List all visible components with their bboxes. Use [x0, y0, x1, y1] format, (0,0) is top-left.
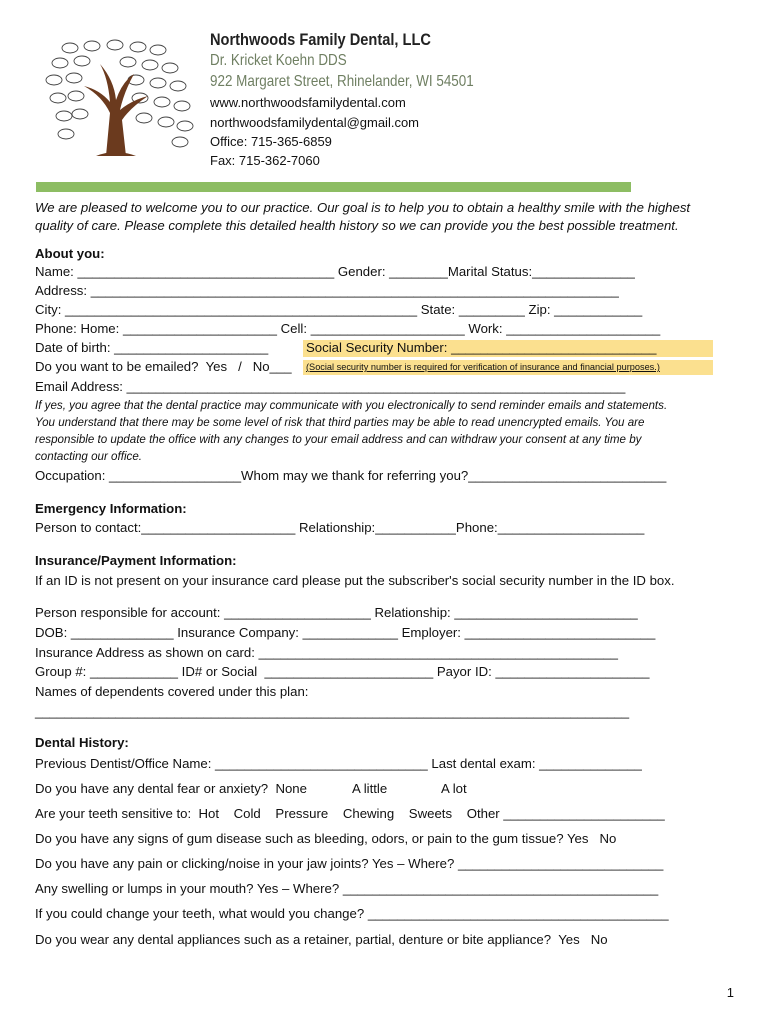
- practice-name: Northwoods Family Dental, LLC: [210, 30, 431, 49]
- consent-line-4: contacting our office.: [35, 450, 142, 463]
- insurance-id-note: If an ID is not present on your insurance card please put the subscriber's social security number in the ID box.: [35, 573, 675, 588]
- ssn-field-line[interactable]: Social Security Number: ____________________________: [306, 340, 657, 355]
- email-address-line[interactable]: Email Address: ____________________________________________________________________: [35, 379, 626, 394]
- fear-option-lot[interactable]: A lot: [441, 781, 467, 796]
- jaw-question[interactable]: Do you have any pain or clicking/noise in your jaw joints? Yes – Where? ____________________________: [35, 856, 664, 871]
- dob-field-line[interactable]: Date of birth: _____________________: [35, 340, 272, 355]
- fear-question[interactable]: Do you have any dental fear or anxiety? None: [35, 781, 307, 796]
- email-link[interactable]: northwoodsfamilydental@gmail.com: [210, 115, 420, 130]
- intro-line-2: quality of care. Please complete this detailed health history so we can provide you the best possible treatment.: [35, 218, 679, 233]
- practice-address: 922 Margaret Street, Rhinelander, WI 54501: [210, 73, 474, 90]
- about-heading: About you:: [35, 246, 105, 261]
- responsible-line[interactable]: Person responsible for account: ____________________ Relationship: _________________________: [35, 605, 638, 620]
- insurance-dob-line[interactable]: DOB: ______________ Insurance Company: _____________ Employer: __________________________: [35, 625, 656, 640]
- appliance-question[interactable]: Do you wear any dental appliances such as a retainer, partial, denture or bite appliance? Yes No: [35, 932, 608, 947]
- page-number: 1: [726, 985, 734, 1000]
- dental-heading: Dental History:: [35, 735, 129, 750]
- website-link[interactable]: www.northwoodsfamilydental.com: [210, 95, 406, 110]
- gum-question[interactable]: Do you have any signs of gum disease such as bleeding, odors, or pain to the gum tissue? Yes No: [35, 831, 617, 846]
- swelling-question[interactable]: Any swelling or lumps in your mouth? Yes – Where? ___________________________________________: [35, 881, 659, 896]
- name-field-line[interactable]: Name: ___________________________________ Gender: ________Marital Status:______________: [35, 264, 635, 279]
- intro-line-1: We are pleased to welcome you to our practice. Our goal is to help you to obtain a healthy smile with the highest: [35, 200, 691, 215]
- fax-number: Fax: 715-362-7060: [210, 153, 320, 168]
- fear-option-little[interactable]: A little: [352, 781, 388, 796]
- header-divider: [36, 182, 631, 192]
- group-line[interactable]: Group #: ____________ ID# or Social _______________________ Payor ID: _____________________: [35, 664, 650, 679]
- address-field-line[interactable]: Address: ________________________________________________________________________: [35, 283, 619, 298]
- consent-line-3: responsible to update the office with any changes to your email address and can withdraw your consent at any time by: [35, 433, 642, 446]
- sensitive-question[interactable]: Are your teeth sensitive to: Hot Cold Pressure Chewing Sweets Other ______________________: [35, 806, 665, 821]
- previous-dentist-line[interactable]: Previous Dentist/Office Name: _____________________________ Last dental exam: ______________: [35, 756, 642, 771]
- dependents-label: Names of dependents covered under this plan:: [35, 684, 309, 699]
- doctor-name: Dr. Kricket Koehn DDS: [210, 52, 347, 69]
- emergency-heading: Emergency Information:: [35, 501, 187, 516]
- consent-line-1: If yes, you agree that the dental practice may communicate with you electronically to send reminder emails and statements.: [35, 399, 668, 412]
- occupation-line[interactable]: Occupation: __________________Whom may we thank for referring you?___________________________: [35, 468, 667, 483]
- phone-field-line[interactable]: Phone: Home: _____________________ Cell: _____________________ Work: _____________________: [35, 321, 661, 336]
- dependents-line[interactable]: _________________________________________________________________________________: [35, 704, 630, 719]
- tree-logo: [40, 38, 205, 158]
- change-question[interactable]: If you could change your teeth, what would you change? _________________________________________: [35, 906, 669, 921]
- email-opt-question[interactable]: Do you want to be emailed? Yes / No___: [35, 359, 292, 374]
- emergency-contact-line[interactable]: Person to contact:_____________________ Relationship:___________Phone:____________________: [35, 520, 645, 535]
- city-field-line[interactable]: City: ________________________________________________ State: _________ Zip: ____________: [35, 302, 643, 317]
- consent-line-2: You understand that there may be some level of risk that third parties may be able to read unencrypted emails. You are: [35, 416, 645, 429]
- insurance-heading: Insurance/Payment Information:: [35, 553, 237, 568]
- office-phone: Office: 715-365-6859: [210, 134, 332, 149]
- ssn-note: (Social security number is required for verification of insurance and financial purposes.): [306, 362, 660, 372]
- insurance-address-line[interactable]: Insurance Address as shown on card: _________________________________________________: [35, 645, 618, 660]
